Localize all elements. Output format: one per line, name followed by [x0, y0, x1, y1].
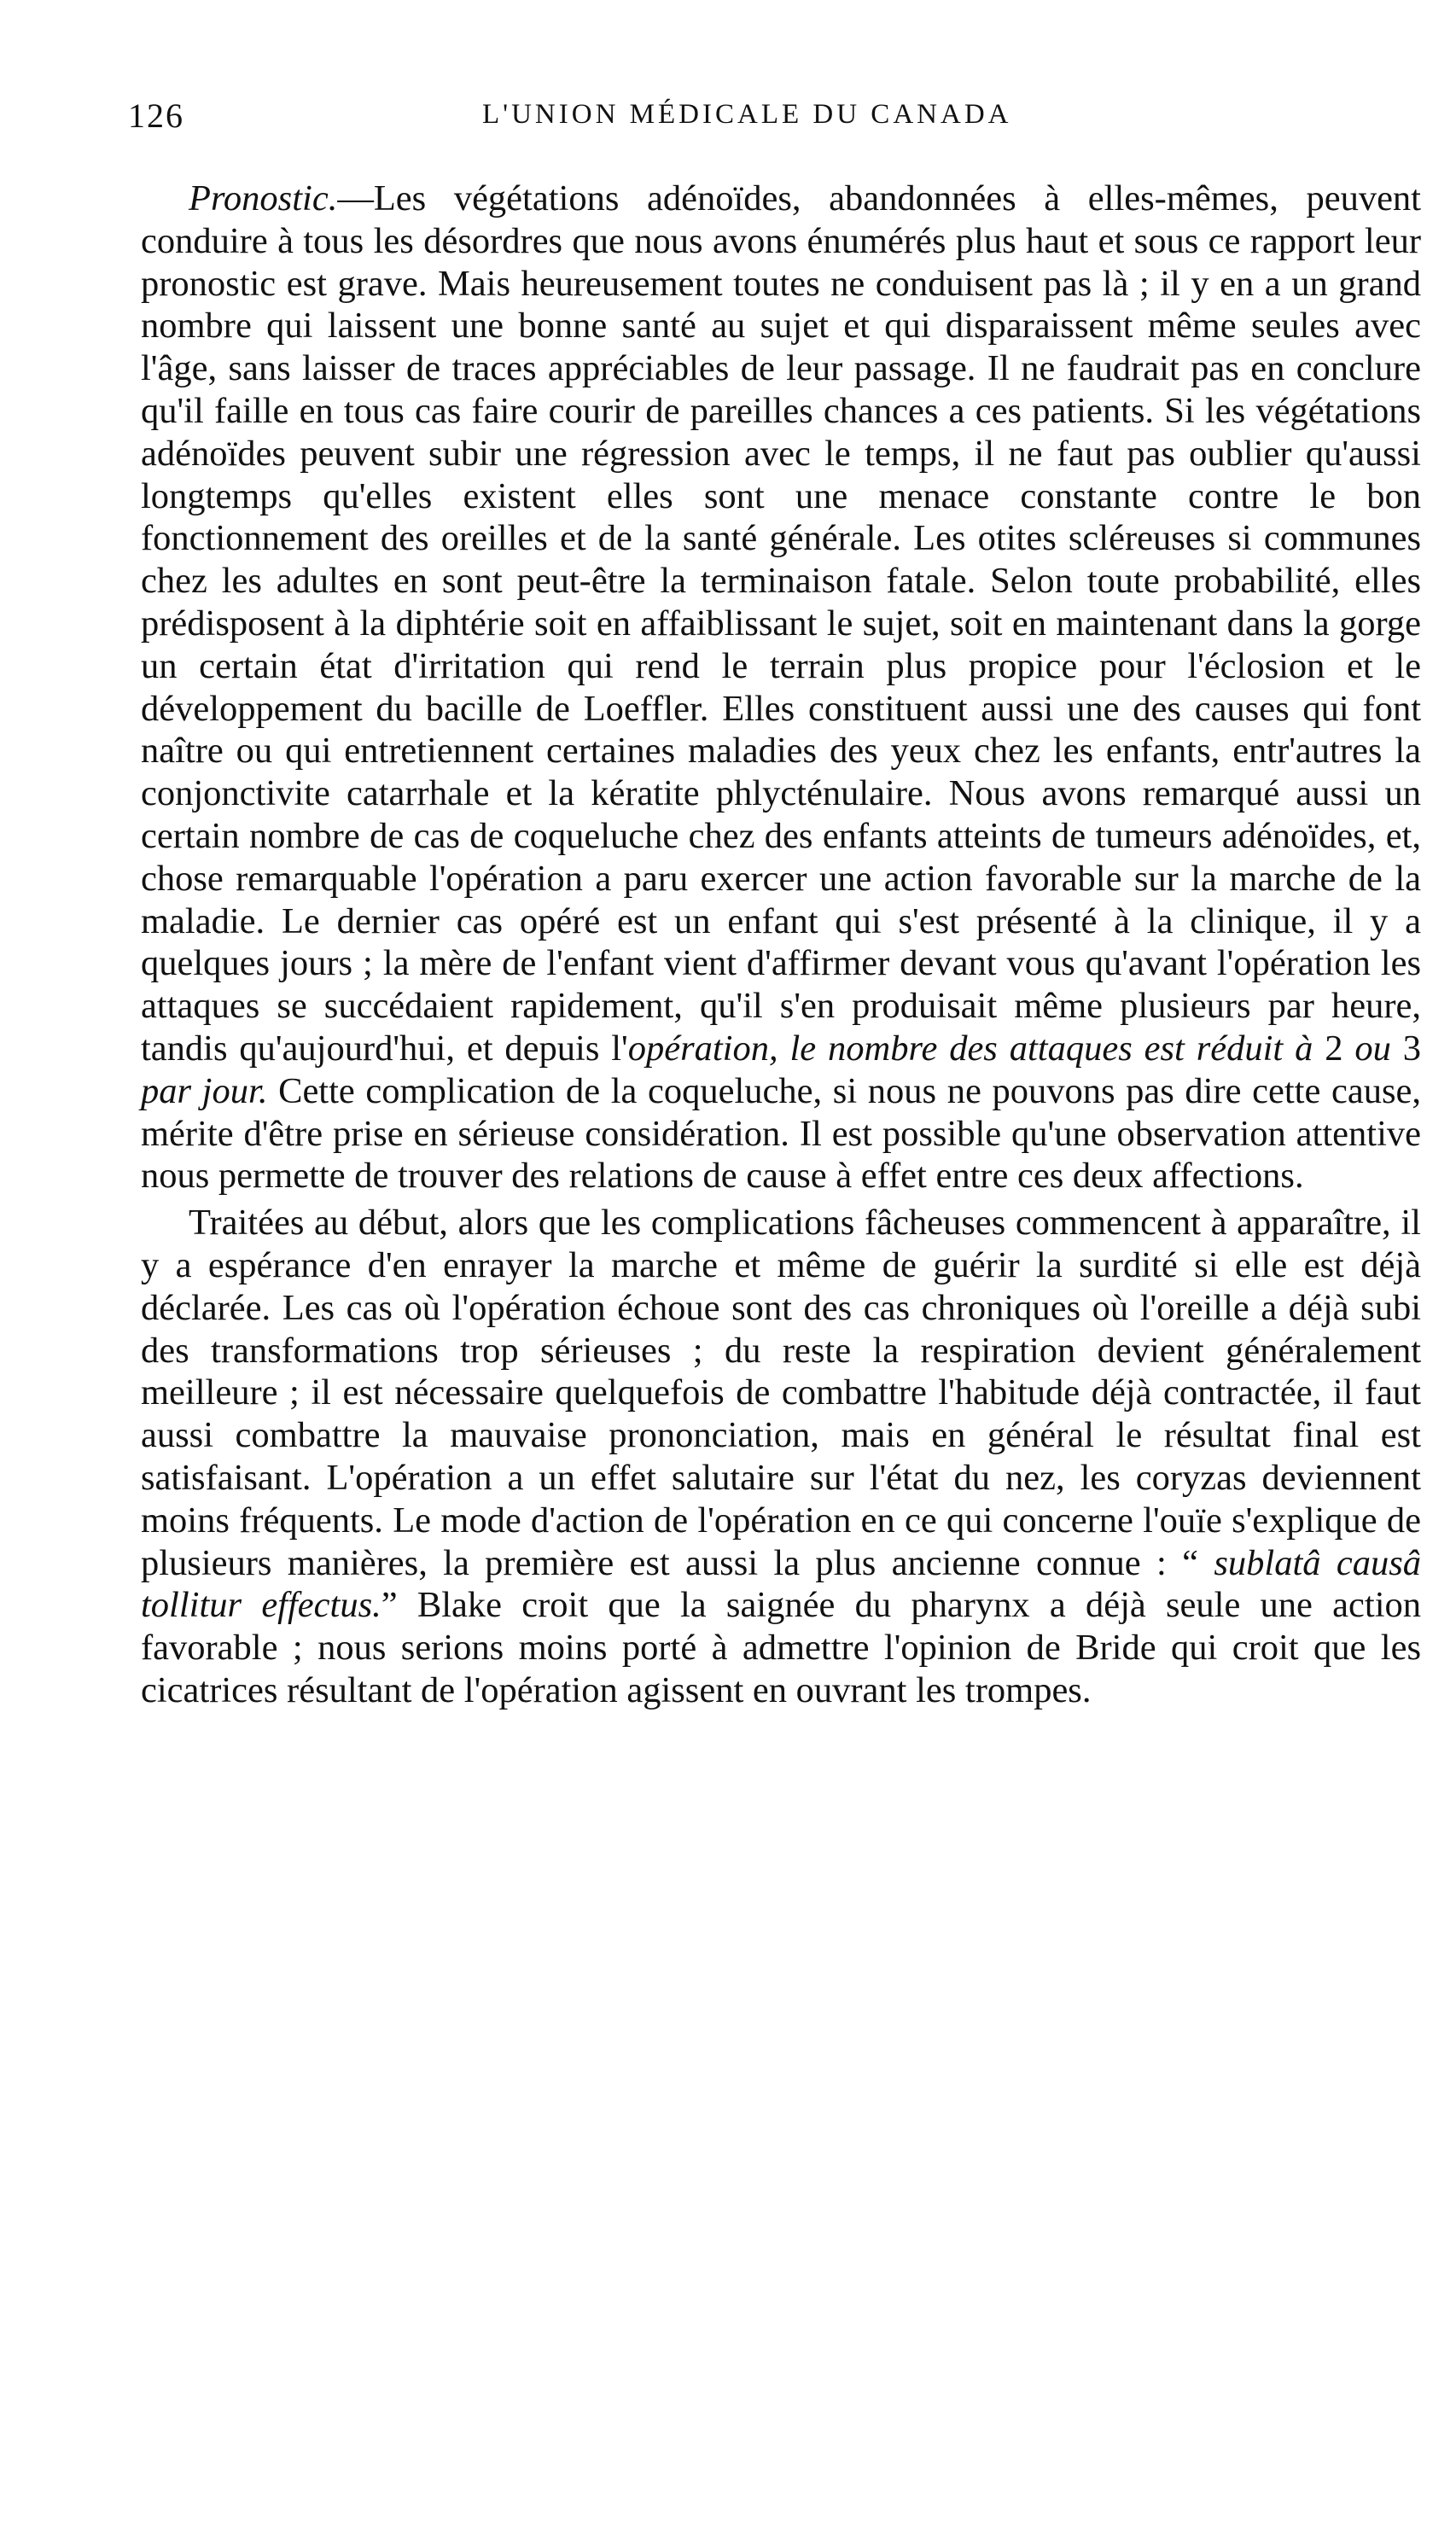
- latin-quote: sublatâ causâ tollitur effectus.: [141, 1542, 1422, 1626]
- italic-phrase: opération, le nombre des attaques est réduit à: [627, 1028, 1313, 1069]
- paragraph-text: Traitées au début, alors que les complications fâcheuses commencent à apparaître, il y a espérance d'en enrayer la marche et même de guérir la surdité si elle est déjà déclarée. Les cas où l'opération échoue sont des cas chroniques où l'oreille a déjà subi des transformations trop sérieuses ; du reste la respiration devient généralement meilleure ; il est nécessaire quelquefois de combattre l'habitude déjà contractée, il faut aussi combattre la mauvaise prononciation, mais en général le résultat final est satisfaisant. L'opération a un effet salutaire sur l'état du nez, les coryzas deviennent moins fréquents. Le mode d'action de l'opération en ce qui concerne l'ouïe s'explique de plusieurs manières, la première est aussi la plus ancienne connue : “: [141, 1203, 1421, 1583]
- paragraph-text: Cette complication de la coqueluche, si nous ne pouvons pas dire cette cause, mérite d'être prise en sérieuse considération. Il est possible qu'une observation attentive nous permette de trouver des relations de cause à effet entre ces deux affections.: [141, 1070, 1421, 1197]
- paragraph-text: 2: [1313, 1028, 1355, 1069]
- paragraph-text: —Les végétations adénoïdes, abandonnées à elles-mêmes, peuvent conduire à tous les désordres que nous avons énumérés plus haut et sous ce rapport leur pronostic est grave. Mais heureusement toutes ne conduisent pas là ; il y en a un grand nombre qui laissent une bonne santé au sujet et qui disparaissent même seules avec l'âge, sans laisser de traces appréciables de leur passage. Il ne faudrait pas en conclure qu'il faille en tous cas faire courir de pareilles chances a ces patients. Si les végétations adénoïdes peuvent subir une régression avec le temps, il ne faut pas oublier qu'aussi longtemps qu'elles existent elles sont une menace constante contre le bon fonctionnement des oreilles et de la santé générale. Les otites scléreuses si communes chez les adultes en sont peut-être la terminaison fatale. Selon toute probabilité, elles prédisposent à la diphtérie soit en affaiblissant le sujet, soit en maintenant dans la gorge un certain état d'irritation qui rend le terrain plus propice pour l'éclosion et le développement du bacille de Loeffler. Elles constituent aussi une des causes qui font naître ou qui entretiennent certaines maladies des yeux chez les enfants, entr'autres la conjonctivite catarrhale et la kératite phlycténulaire. Nous avons remarqué aussi un certain nombre de cas de coqueluche chez des enfants atteints de tumeurs adénoïdes, et, chose remarquable l'opération a paru exercer une action favorable sur la marche de la maladie. Le dernier cas opéré est un enfant qui s'est présenté à la clinique, il y a quelques jours ; la mère de l'enfant vient d'affirmer devant vous qu'avant l'opération les attaques se succédaient rapidement, qu'il s'en produisait même plusieurs par heure, tandis qu'aujourd'hui, et depuis l': [141, 178, 1421, 1069]
- italic-phrase: ou: [1354, 1028, 1391, 1069]
- paragraph-treatment: [141, 1202, 1421, 1712]
- page-number: 126: [128, 96, 184, 135]
- italic-phrase: par jour.: [141, 1070, 268, 1111]
- body-text: [141, 178, 1421, 1712]
- running-head: [128, 96, 1425, 147]
- paragraph-prognosis: [141, 178, 1421, 1197]
- paragraph-text: 3: [1390, 1028, 1422, 1069]
- section-heading: Pronostic.: [189, 178, 338, 218]
- journal-title: L'UNION MÉDICALE DU CANADA: [482, 99, 1012, 130]
- paragraph-text: ” Blake croit que la saignée du pharynx a déjà seule une action favorable ; nous serions moins porté à admettre l'opinion de Bride qui croit que les cicatrices résultant de l'opération agissent en ouvrant les trompes.: [141, 1585, 1422, 1710]
